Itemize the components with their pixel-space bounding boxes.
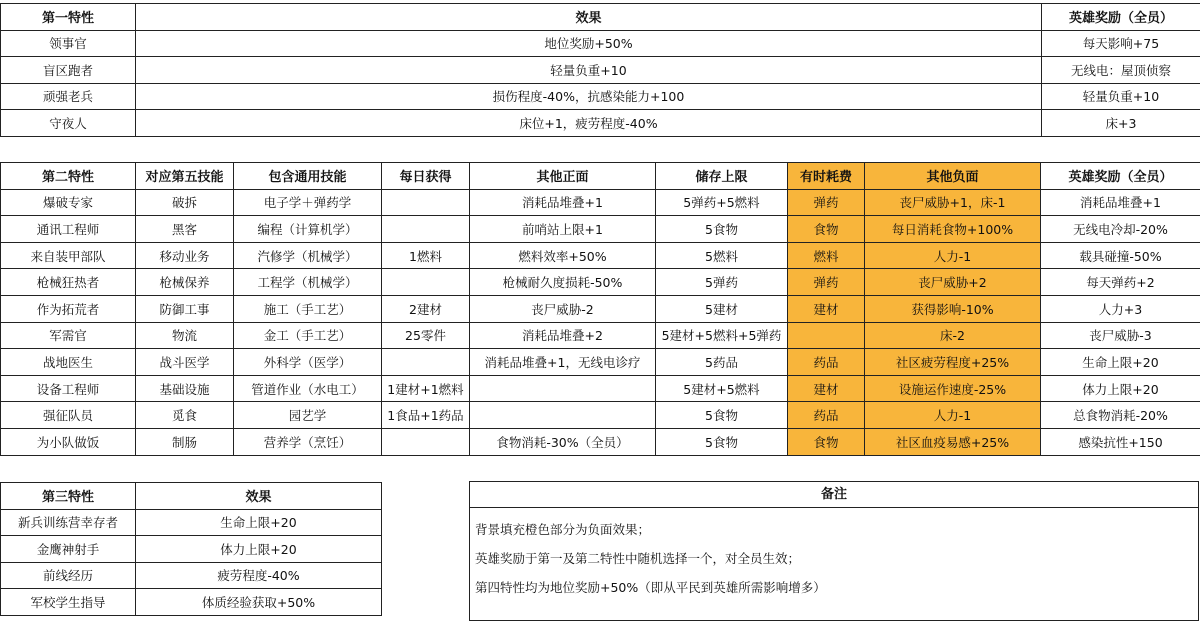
- table-cell: 设备工程师: [1, 375, 136, 402]
- table-cell: 床-2: [865, 322, 1041, 349]
- table-cell: 损伤程度-40%，抗感染能力+100: [136, 83, 1042, 110]
- table-cell: 感染抗性+150: [1041, 428, 1200, 455]
- table-row: [1, 402, 1200, 429]
- table-row: [1, 589, 382, 616]
- table-cell: 守夜人: [1, 110, 136, 137]
- table-row: [1, 562, 382, 589]
- table-cell: 盲区跑者: [1, 57, 136, 84]
- table-cell: 战地医生: [1, 349, 136, 376]
- table-cell: 枪械耐久度损耗-50%: [470, 269, 656, 296]
- table-cell: [382, 216, 470, 243]
- table-cell: 来自装甲部队: [1, 242, 136, 269]
- table-cell: 1燃料: [382, 242, 470, 269]
- table-row: [1, 30, 1200, 57]
- header-cell: 效果: [136, 483, 382, 510]
- table-cell: 前哨站上限+1: [470, 216, 656, 243]
- table-cell: 5食物: [656, 402, 788, 429]
- header-cell: 储存上限: [656, 163, 788, 190]
- table-cell: 床+3: [1042, 110, 1200, 137]
- table-cell: 载具碰撞-50%: [1041, 242, 1200, 269]
- table-cell: 体力上限+20: [136, 536, 382, 563]
- table-cell: 顽强老兵: [1, 83, 136, 110]
- table-row: [1, 295, 1200, 322]
- table-cell: 燃料: [788, 242, 865, 269]
- table-cell: 丧尸威胁-2: [470, 295, 656, 322]
- table-row: [1, 375, 1200, 402]
- table-row: [1, 322, 1200, 349]
- table-cell: 无线电冷却-20%: [1041, 216, 1200, 243]
- table-cell: 战斗医学: [136, 349, 234, 376]
- table-cell: [382, 349, 470, 376]
- table-cell: 社区血疫易感+25%: [865, 428, 1041, 455]
- table-cell: 体质经验获取+50%: [136, 589, 382, 616]
- table-cell: 制肠: [136, 428, 234, 455]
- table-row: [1, 216, 1200, 243]
- table-header-row: [1, 163, 1200, 190]
- table-cell: 编程（计算机学）: [234, 216, 382, 243]
- table-cell: 消耗品堆叠+1: [1041, 189, 1200, 216]
- table-cell: 药品: [788, 402, 865, 429]
- table-cell: [788, 322, 865, 349]
- second-trait-table: [0, 162, 1200, 456]
- table-cell: 作为拓荒者: [1, 295, 136, 322]
- header-cell: 每日获得: [382, 163, 470, 190]
- table-cell: 人力-1: [865, 402, 1041, 429]
- header-cell: 第二特性: [1, 163, 136, 190]
- table-cell: 移动业务: [136, 242, 234, 269]
- notes-line: 背景填充橙色部分为负面效果；: [470, 522, 1198, 538]
- table-cell: 枪械狂热者: [1, 269, 136, 296]
- table-cell: 消耗品堆叠+1，无线电诊疗: [470, 349, 656, 376]
- table-cell: 25零件: [382, 322, 470, 349]
- table-cell: 5药品: [656, 349, 788, 376]
- notes-line: 第四特性均为地位奖励+50%（即从平民到英雄所需影响增多）: [470, 580, 1198, 596]
- table-row: [1, 110, 1200, 137]
- table-cell: 爆破专家: [1, 189, 136, 216]
- table-cell: 军需官: [1, 322, 136, 349]
- table-cell: 消耗品堆叠+2: [470, 322, 656, 349]
- table-cell: 工程学（机械学）: [234, 269, 382, 296]
- table-cell: 建材: [788, 295, 865, 322]
- table-cell: 弹药: [788, 269, 865, 296]
- table-cell: 无线电：屋顶侦察: [1042, 57, 1200, 84]
- first-trait-table: [0, 3, 1200, 137]
- table-cell: 强征队员: [1, 402, 136, 429]
- table-cell: [470, 375, 656, 402]
- table-cell: 食物: [788, 216, 865, 243]
- table-cell: [470, 402, 656, 429]
- table-cell: 轻量负重+10: [1042, 83, 1200, 110]
- table-row: [1, 509, 382, 536]
- table-cell: 觅食: [136, 402, 234, 429]
- header-cell: 第一特性: [1, 4, 136, 31]
- table-row: [1, 536, 382, 563]
- table-cell: 5弹药: [656, 269, 788, 296]
- table-cell: [382, 189, 470, 216]
- table-row: [1, 428, 1200, 455]
- table-cell: 园艺学: [234, 402, 382, 429]
- table-cell: 基础设施: [136, 375, 234, 402]
- header-cell: 其他负面: [865, 163, 1041, 190]
- table-cell: 消耗品堆叠+1: [470, 189, 656, 216]
- header-cell: 英雄奖励（全员）: [1041, 163, 1200, 190]
- table-cell: 弹药: [788, 189, 865, 216]
- notes-header: 备注: [470, 482, 1198, 508]
- header-cell: 第三特性: [1, 483, 136, 510]
- table-cell: 5燃料: [656, 242, 788, 269]
- table-cell: 丧尸威胁+1，床-1: [865, 189, 1041, 216]
- table-header-row: [1, 483, 382, 510]
- table-cell: 丧尸威胁-3: [1041, 322, 1200, 349]
- table-cell: 生命上限+20: [1041, 349, 1200, 376]
- table-row: [1, 83, 1200, 110]
- table-cell: 燃料效率+50%: [470, 242, 656, 269]
- table-cell: 金工（手工艺）: [234, 322, 382, 349]
- header-cell: 英雄奖励（全员）: [1042, 4, 1200, 31]
- table-cell: 地位奖励+50%: [136, 30, 1042, 57]
- table-cell: 黑客: [136, 216, 234, 243]
- header-cell: 包含通用技能: [234, 163, 382, 190]
- table-cell: 生命上限+20: [136, 509, 382, 536]
- table-row: [1, 57, 1200, 84]
- table-cell: 新兵训练营幸存者: [1, 509, 136, 536]
- table-cell: 领事官: [1, 30, 136, 57]
- table-cell: 总食物消耗-20%: [1041, 402, 1200, 429]
- table-cell: 获得影响-10%: [865, 295, 1041, 322]
- notes-line: 英雄奖励于第一及第二特性中随机选择一个，对全员生效；: [470, 551, 1198, 567]
- table-row: [1, 242, 1200, 269]
- table-cell: 5建材+5燃料: [656, 375, 788, 402]
- table-cell: 体力上限+20: [1041, 375, 1200, 402]
- table-row: [1, 269, 1200, 296]
- table-cell: 食物: [788, 428, 865, 455]
- table-cell: 1建材+1燃料: [382, 375, 470, 402]
- table-cell: 施工（手工艺）: [234, 295, 382, 322]
- table-header-row: [1, 4, 1200, 31]
- table-cell: 通讯工程师: [1, 216, 136, 243]
- table-cell: 电子学＋弹药学: [234, 189, 382, 216]
- header-cell: 对应第五技能: [136, 163, 234, 190]
- table-cell: 汽修学（机械学）: [234, 242, 382, 269]
- table-cell: 外科学（医学）: [234, 349, 382, 376]
- table-cell: [382, 428, 470, 455]
- table-cell: 每日消耗食物+100%: [865, 216, 1041, 243]
- table-cell: 疲劳程度-40%: [136, 562, 382, 589]
- table-cell: 5弹药+5燃料: [656, 189, 788, 216]
- table-cell: 每天弹药+2: [1041, 269, 1200, 296]
- table-cell: 床位+1，疲劳程度-40%: [136, 110, 1042, 137]
- table-cell: 为小队做饭: [1, 428, 136, 455]
- table-cell: 物流: [136, 322, 234, 349]
- header-cell: 效果: [136, 4, 1042, 31]
- header-cell: 其他正面: [470, 163, 656, 190]
- table-cell: 食物消耗-30%（全员）: [470, 428, 656, 455]
- table-cell: 社区疲劳程度+25%: [865, 349, 1041, 376]
- third-trait-table: [0, 482, 382, 616]
- table-cell: 前线经历: [1, 562, 136, 589]
- table-cell: 2建材: [382, 295, 470, 322]
- table-cell: 金鹰神射手: [1, 536, 136, 563]
- table-cell: [382, 269, 470, 296]
- table-cell: 防御工事: [136, 295, 234, 322]
- notes-box: [469, 481, 1199, 621]
- table-cell: 每天影响+75: [1042, 30, 1200, 57]
- table-cell: 军校学生指导: [1, 589, 136, 616]
- table-cell: 丧尸威胁+2: [865, 269, 1041, 296]
- header-cell: 有时耗费: [788, 163, 865, 190]
- table-cell: 人力+3: [1041, 295, 1200, 322]
- table-cell: 轻量负重+10: [136, 57, 1042, 84]
- table-cell: 5食物: [656, 216, 788, 243]
- table-cell: 5食物: [656, 428, 788, 455]
- table-cell: 管道作业（水电工）: [234, 375, 382, 402]
- table-cell: 5建材+5燃料+5弹药: [656, 322, 788, 349]
- table-cell: 1食品+1药品: [382, 402, 470, 429]
- table-cell: 建材: [788, 375, 865, 402]
- table-row: [1, 349, 1200, 376]
- table-cell: 设施运作速度-25%: [865, 375, 1041, 402]
- table-cell: 营养学（烹饪）: [234, 428, 382, 455]
- table-cell: 破拆: [136, 189, 234, 216]
- table-cell: 枪械保养: [136, 269, 234, 296]
- table-cell: 人力-1: [865, 242, 1041, 269]
- table-cell: 药品: [788, 349, 865, 376]
- table-cell: 5建材: [656, 295, 788, 322]
- table-row: [1, 189, 1200, 216]
